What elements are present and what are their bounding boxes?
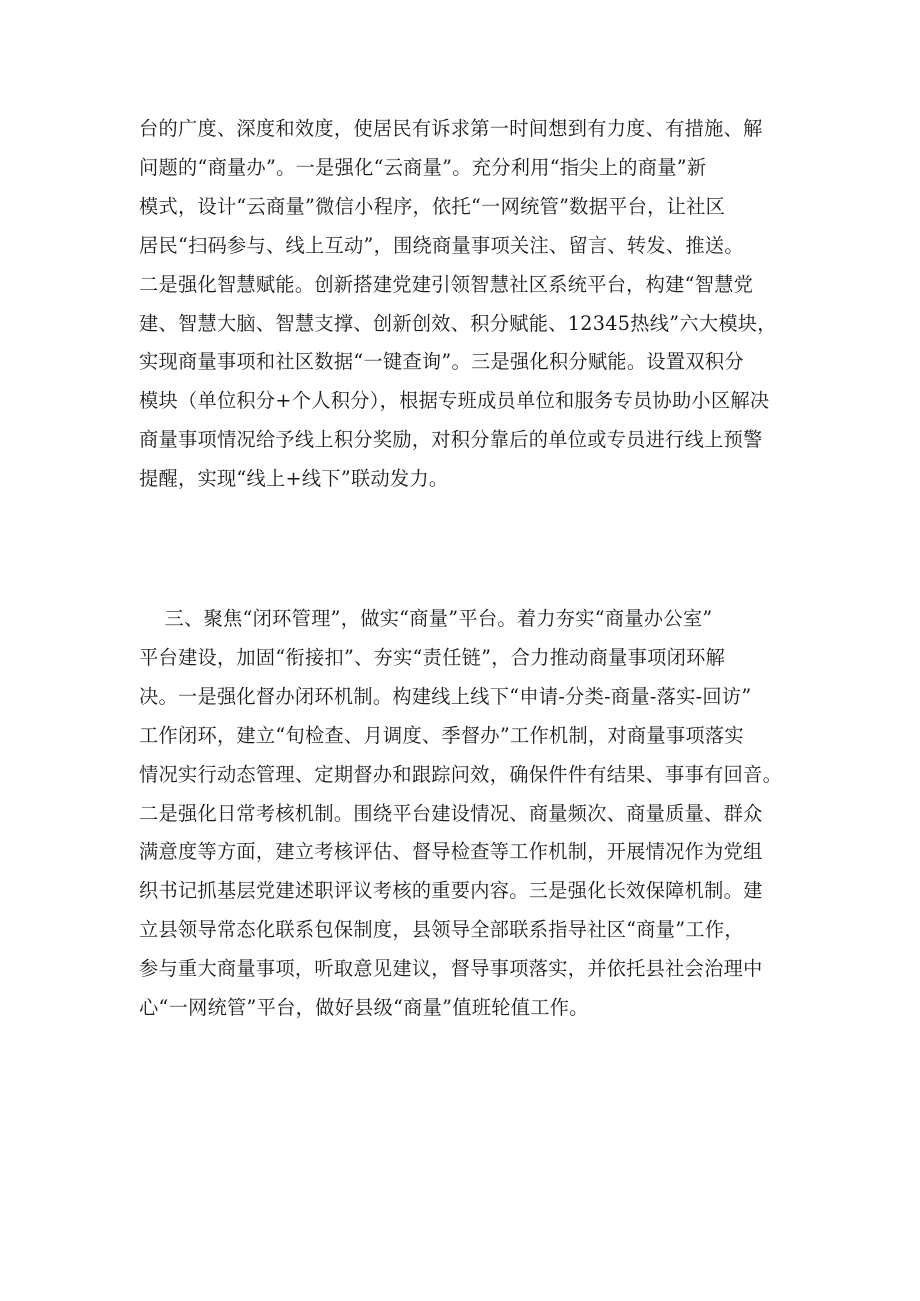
text-line: 二是强化日常考核机制。围绕平台建设情况、商量频次、商量质量、群众 <box>139 801 763 825</box>
text-line: 情况实行动态管理、定期督办和跟踪问效，确保件件有结果、事事有回音。 <box>139 762 783 786</box>
text-line: 问题的“商量办”。一是强化“云商量”。充分利用“指尖上的商量”新 <box>139 155 707 179</box>
text-line: 提醒，实现“线上+线下”联动发力。 <box>139 467 449 491</box>
text-line: 织书记抓基层党建述职评议考核的重要内容。三是强化长效保障机制。建 <box>139 879 763 903</box>
text-line: 模块（单位积分+个人积分），根据专班成员单位和服务专员协助小区解决 <box>139 389 770 413</box>
text-line: 模式，设计“云商量”微信小程序，依托“一网统管”数据平台，让社区 <box>139 194 726 218</box>
text-line: 居民“扫码参与、线上互动”，围绕商量事项关注、留言、转发、推送。 <box>139 233 744 257</box>
text-line: 参与重大商量事项，听取意见建议，督导事项落实，并依托县社会治理中 <box>139 957 763 981</box>
text-line: 心“一网统管”平台，做好县级“商量”值班轮值工作。 <box>139 996 589 1020</box>
text-line: 台的广度、深度和效度，使居民有诉求第一时间想到有力度、有措施、解 <box>139 117 763 140</box>
text-line: 立县领导常态化联系包保制度，县领导全部联系指导社区“商量”工作， <box>139 918 744 942</box>
text-line: 满意度等方面，建立考核评估、督导检查等工作机制，开展情况作为党组 <box>139 840 763 864</box>
text-line: 平台建设，加固“衔接扣”、夯实“责任链”，合力推动商量事项闭环解 <box>139 645 726 669</box>
text-line: 决。一是强化督办闭环机制。构建线上线下“申请-分类-商量-落实-回访” <box>139 684 752 708</box>
text-line: 二是强化智慧赋能。创新搭建党建引领智慧社区系统平台，构建“智慧党 <box>139 272 754 296</box>
text-line: 实现商量事项和社区数据“一键查询”。三是强化积分赋能。设置双积分 <box>139 350 744 374</box>
text-line: 建、智慧大脑、智慧支撑、创新创效、积分赋能、12345热线”六大模块， <box>139 311 777 335</box>
text-line: 工作闭环，建立“旬检查、月调度、季督办”工作机制，对商量事项落实 <box>139 723 744 747</box>
text-line: 商量事项情况给予线上积分奖励，对积分靠后的单位或专员进行线上预警 <box>139 428 763 452</box>
paragraph-smart-platform <box>139 110 794 499</box>
text-line: 三、聚焦“闭环管理”，做实“商量”平台。着力夯实“商量办公室” <box>139 607 713 630</box>
paragraph-closed-loop-management <box>139 600 794 1028</box>
